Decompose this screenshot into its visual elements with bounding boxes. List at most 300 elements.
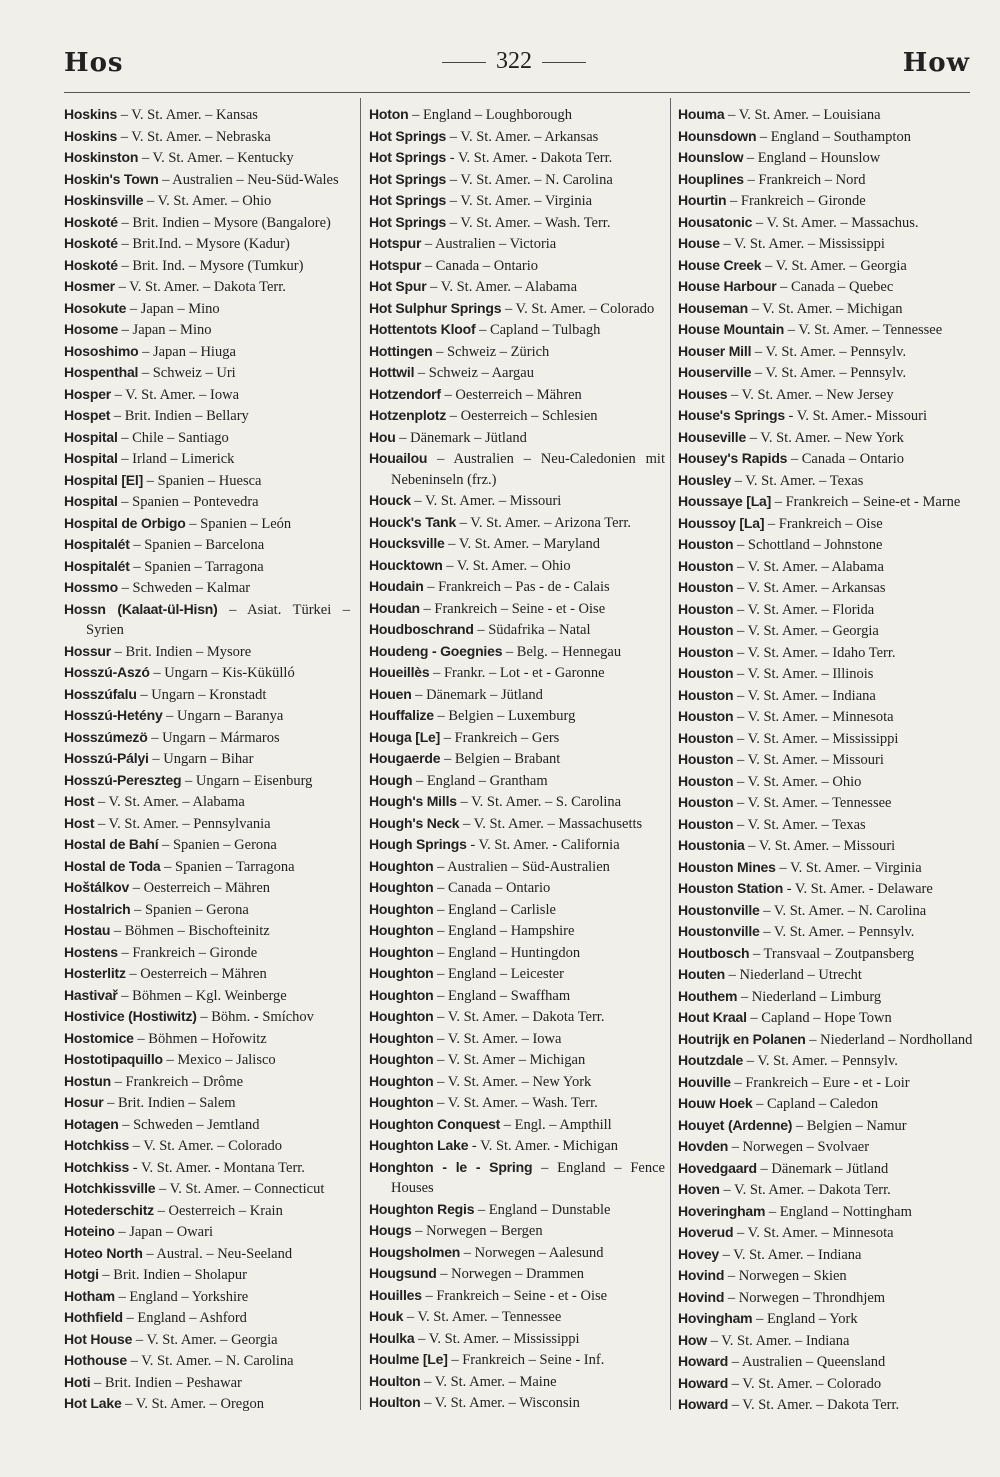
running-head-left: Hos xyxy=(64,48,124,78)
entry-headword: Hougaerde xyxy=(369,750,441,766)
gazetteer-entry xyxy=(678,1072,973,1094)
entry-location: – Canada – Ontario xyxy=(787,451,905,467)
entry-headword: Houghton xyxy=(369,857,434,874)
entry-location: – V. St. Amer. – Ohio xyxy=(733,773,862,790)
gazetteer-entry xyxy=(678,1007,973,1029)
entry-location: – Böhm. - Smíchov xyxy=(196,1009,314,1025)
entry-location: – V. St. Amer. – Virginia xyxy=(446,193,593,209)
entry-location: – V. St. Amer. – Alabama xyxy=(94,794,245,810)
entry-headword: Hoti xyxy=(64,1373,91,1390)
gazetteer-entry xyxy=(369,276,665,298)
entry-location: – Norwegen – Bergen xyxy=(411,1223,543,1239)
entry-location: – V. St. Amer. – Missouri xyxy=(410,493,562,509)
entry-location: – Böhmen – Kgl. Weinberge xyxy=(117,987,287,1004)
entry-headword: Hotzendorf xyxy=(369,385,441,402)
entry-headword: Hotagen xyxy=(64,1115,119,1132)
entry-location: – Frankreich – Gironde xyxy=(726,193,866,209)
entry-location: – Oesterreich – Schlesien xyxy=(446,408,598,424)
entry-location: - V. St. Amer.- Missouri xyxy=(784,408,927,424)
entry-location: – V. St. Amer. – Idaho Terr. xyxy=(733,644,896,661)
gazetteer-entry xyxy=(369,856,665,878)
gazetteer-entry xyxy=(64,877,350,899)
entry-headword: Houston xyxy=(678,557,734,574)
entry-location: – Norwegen – Drammen xyxy=(436,1266,584,1282)
gazetteer-entry xyxy=(678,448,973,470)
gazetteer-entry xyxy=(64,770,350,792)
entry-location: – England – Grantham xyxy=(412,772,548,789)
entry-headword: Housley xyxy=(678,471,732,488)
entry-location: – Frankreich – Nord xyxy=(743,171,866,188)
entry-location: – V. St. Amer. – Arkansas xyxy=(446,128,599,145)
entry-headword: Hostal de Bahí xyxy=(64,836,159,852)
entry-headword: Hostivice (Hostiwitz) xyxy=(64,1008,197,1024)
entry-location: – England – Nottingham xyxy=(765,1203,912,1220)
entry-location: – V. St. Amer. – Pennsylv. xyxy=(759,924,915,940)
entry-location: – V. St. Amer. – New Jersey xyxy=(727,386,894,403)
entry-location: – V. St. Amer. – Ohio xyxy=(442,557,571,574)
entry-headword: Hout Kraal xyxy=(678,1009,747,1025)
entry-location: – V. St. Amer. – Mississippi xyxy=(719,236,885,252)
entry-location: – Frankreich – Drôme xyxy=(111,1073,244,1090)
gazetteer-entry xyxy=(64,298,350,320)
entry-headword: Houyet (Ardenne) xyxy=(678,1116,793,1133)
entry-headword: Hourtin xyxy=(678,192,727,208)
entry-headword: Hospital [El] xyxy=(64,471,144,488)
gazetteer-entry xyxy=(678,1265,973,1287)
entry-location: – V. St. Amer. – New York xyxy=(433,1073,592,1090)
gazetteer-entry xyxy=(369,748,665,770)
gazetteer-entry xyxy=(64,319,350,341)
entry-headword: Hough's Neck xyxy=(369,814,460,831)
entry-location: – Japan – Mino xyxy=(126,300,220,317)
entry-headword: Houston xyxy=(678,772,734,789)
entry-location: – England – Fence Houses xyxy=(391,1159,665,1196)
column-1 xyxy=(64,104,350,1415)
entry-location: – Niederland – Limburg xyxy=(737,988,882,1005)
gazetteer-entry xyxy=(369,813,665,835)
gazetteer-entry xyxy=(678,169,973,191)
entry-headword: Houffalize xyxy=(369,707,434,723)
entry-headword: Houses xyxy=(678,385,728,402)
gazetteer-entry xyxy=(678,728,973,750)
entry-location: – Canada – Ontario xyxy=(421,257,539,274)
gazetteer-entry xyxy=(369,1199,665,1221)
entry-location: – V. St. Amer. – Arizona Terr. xyxy=(456,514,632,531)
gazetteer-entry xyxy=(678,534,973,556)
entry-headword: Hoskins xyxy=(64,127,118,144)
entry-location: – V. St. Amer. – N. Carolina xyxy=(126,1353,294,1369)
entry-headword: Hovden xyxy=(678,1138,729,1154)
gazetteer-entry xyxy=(369,662,665,684)
gazetteer-entry xyxy=(64,448,350,470)
entry-location: – England – Ashford xyxy=(122,1310,247,1326)
entry-location: – Spanien – Barcelona xyxy=(129,537,265,553)
entry-headword: Hosszú-Aszó xyxy=(64,664,150,680)
entry-location: – Brit. Indien – Bellary xyxy=(110,408,249,424)
entry-headword: Houma xyxy=(678,106,725,122)
entry-location: – Austral. – Neu-Seeland xyxy=(142,1245,293,1262)
entry-headword: Houghton xyxy=(369,1072,434,1089)
entry-headword: Hoveringham xyxy=(678,1202,766,1219)
gazetteer-entry xyxy=(64,104,350,126)
entry-location: – V. St. Amer. – Wash. Terr. xyxy=(433,1095,598,1111)
entry-headword: Houstonia xyxy=(678,837,745,853)
entry-headword: House xyxy=(678,235,720,251)
gazetteer-entry xyxy=(369,770,665,792)
entry-headword: Hoteino xyxy=(64,1223,115,1239)
entry-headword: Houdeng - Goegnies xyxy=(369,642,503,659)
entry-location: – V. St. Amer. – Missouri xyxy=(744,838,896,854)
entry-headword: House Harbour xyxy=(678,278,777,294)
entry-location: – Niederland – Utrecht xyxy=(725,967,862,983)
entry-headword: Hoskin's Town xyxy=(64,170,159,187)
entry-headword: Houghton xyxy=(369,1029,434,1046)
gazetteer-entry xyxy=(678,986,973,1008)
gazetteer-entry xyxy=(678,620,973,642)
entry-headword: Hottentots Kloof xyxy=(369,321,476,337)
entry-headword: Houtzdale xyxy=(678,1052,744,1068)
entry-location: – Mexico – Jalisco xyxy=(162,1052,276,1068)
gazetteer-entry xyxy=(64,1114,350,1136)
entry-headword: Hosszú-Hetény xyxy=(64,707,163,723)
entry-location: – Japan – Owari xyxy=(114,1224,213,1240)
entry-location: – Brit. Indien – Salem xyxy=(103,1095,236,1111)
entry-headword: Hotgi xyxy=(64,1266,99,1282)
entry-location: – Capland – Tulbagh xyxy=(475,322,601,338)
gazetteer-entry xyxy=(369,1306,665,1328)
gazetteer-entry xyxy=(64,212,350,234)
gazetteer-entry xyxy=(64,1393,350,1415)
gazetteer-entry xyxy=(369,705,665,727)
gazetteer-entry xyxy=(369,362,665,384)
gazetteer-entry xyxy=(64,899,350,921)
entry-location: – Norwegen – Svolvaer xyxy=(728,1139,870,1155)
entry-location: – V. St. Amer. – Wash. Terr. xyxy=(446,214,611,231)
gazetteer-entry xyxy=(678,1244,973,1266)
entry-headword: Housey's Rapids xyxy=(678,450,788,466)
gazetteer-entry xyxy=(678,1115,973,1137)
entry-location: – Frankreich – Gers xyxy=(440,729,560,746)
entry-headword: Hotzenplotz xyxy=(369,407,447,423)
entry-location: – V. St. Amer. – Texas xyxy=(731,472,864,489)
entry-headword: Hough's Mills xyxy=(369,793,457,809)
entry-headword: Houghton Regis xyxy=(369,1200,475,1217)
entry-headword: Houghton xyxy=(369,900,434,917)
entry-location: – Dänemark – Jütland xyxy=(395,429,527,446)
entry-location: – V. St. Amer. – Texas xyxy=(733,816,866,833)
gazetteer-entry xyxy=(369,384,665,406)
gazetteer-entry xyxy=(369,1071,665,1093)
gazetteer-entry xyxy=(64,942,350,964)
entry-location: – Brit.Ind. – Mysore (Kadur) xyxy=(117,236,290,252)
entry-location: – Engl. – Ampthill xyxy=(500,1116,612,1133)
entry-location: – V. St. Amer. – Alabama xyxy=(733,558,884,575)
gazetteer-entry xyxy=(369,512,665,534)
entry-headword: Houeillès xyxy=(369,664,430,680)
gazetteer-entry xyxy=(369,1157,665,1199)
entry-location: – Frankreich – Seine-et - Marne xyxy=(771,494,961,510)
entry-location: – V. St. Amer. – S. Carolina xyxy=(456,794,622,810)
entry-headword: Houville xyxy=(678,1073,731,1090)
entry-location: – Schweden – Kalmar xyxy=(118,580,251,596)
gazetteer-entry xyxy=(64,963,350,985)
gazetteer-entry xyxy=(369,684,665,706)
entry-headword: Houilles xyxy=(369,1286,422,1303)
gazetteer-entry xyxy=(678,835,973,857)
gazetteer-entry xyxy=(678,921,973,943)
entry-location: – Spanien – Tarragona xyxy=(160,858,295,875)
gazetteer-entry xyxy=(678,513,973,535)
entry-headword: Hospital xyxy=(64,428,118,445)
entry-headword: Hough xyxy=(369,771,413,788)
gazetteer-entry xyxy=(678,1308,973,1330)
entry-location: – V. St. Amer. – Wisconsin xyxy=(420,1395,580,1411)
gazetteer-entry xyxy=(678,212,973,234)
entry-headword: Houston xyxy=(678,751,734,767)
entry-location: – V. St. Amer. – Nebraska xyxy=(117,128,271,145)
gazetteer-entry xyxy=(369,1049,665,1071)
gazetteer-entry xyxy=(64,662,350,684)
entry-location: – V. St. Amer. – Minnesota xyxy=(733,709,894,725)
gazetteer-entry xyxy=(678,104,973,126)
gazetteer-entry xyxy=(64,1092,350,1114)
gazetteer-entry xyxy=(64,255,350,277)
entry-location: - V. St. Amer. - Dakota Terr. xyxy=(446,150,613,166)
entry-location: – V. St. Amer. – Georgia xyxy=(761,257,907,274)
entry-headword: Hottingen xyxy=(369,342,433,359)
running-head-right: How xyxy=(902,48,970,78)
gazetteer-entry xyxy=(64,1157,350,1179)
gazetteer-entry xyxy=(678,255,973,277)
entry-location: - V. St. Amer. - Michigan xyxy=(468,1138,618,1154)
gazetteer-entry xyxy=(64,341,350,363)
gazetteer-entry xyxy=(678,1179,973,1201)
entry-location: – Böhmen – Bischofteinitz xyxy=(110,923,270,939)
entry-headword: Hot Springs xyxy=(369,213,447,230)
entry-location: – V. St. Amer. – Kentucky xyxy=(138,150,294,166)
entry-headword: Houston xyxy=(678,794,734,810)
entry-location: – V. St. Amer. – Connecticut xyxy=(155,1181,325,1197)
gazetteer-entry xyxy=(369,1285,665,1307)
gazetteer-entry xyxy=(369,920,665,942)
gazetteer-entry xyxy=(64,1071,350,1093)
entry-headword: Houghton Lake xyxy=(369,1137,469,1153)
gazetteer-entry xyxy=(678,362,973,384)
entry-location: – V. St. Amer – Michigan xyxy=(433,1052,586,1068)
entry-location: – Schottland – Johnstone xyxy=(733,537,883,553)
gazetteer-entry xyxy=(678,1373,973,1395)
entry-location: – Belgien – Luxemburg xyxy=(433,708,576,724)
entry-location: – V. St. Amer. – Dakota Terr. xyxy=(719,1182,891,1198)
entry-location: – V. St. Amer. – Minnesota xyxy=(733,1225,894,1241)
entry-location: – Belg. – Hennegau xyxy=(502,643,622,660)
gazetteer-entry xyxy=(678,405,973,427)
gazetteer-entry xyxy=(678,642,973,664)
entry-headword: Hostun xyxy=(64,1072,112,1089)
entry-headword: Houghton xyxy=(369,879,434,895)
entry-location: – V. St. Amer. – N. Carolina xyxy=(759,902,927,919)
entry-headword: How xyxy=(678,1331,707,1348)
entry-location: – Canada – Ontario xyxy=(433,880,551,896)
entry-headword: Howard xyxy=(678,1374,729,1391)
entry-headword: Hot Springs xyxy=(369,192,447,208)
entry-location: – V. St. Amer. – Missouri xyxy=(733,752,884,768)
gazetteer-entry xyxy=(64,169,350,191)
entry-headword: Hoskoté xyxy=(64,213,118,230)
entry-headword: Hovedgaard xyxy=(678,1159,757,1176)
entry-location: – Australien – Neu-Süd-Wales xyxy=(158,171,339,188)
entry-location: – Ungarn – Mármaros xyxy=(147,729,280,746)
entry-headword: Houcksville xyxy=(369,535,445,551)
entry-headword: Houstonville xyxy=(678,901,760,918)
entry-headword: Hounslow xyxy=(678,149,744,165)
entry-location: – Dänemark – Jütland xyxy=(756,1160,889,1177)
entry-location: – England – York xyxy=(752,1311,858,1327)
entry-location: – Schweden – Jemtland xyxy=(118,1116,260,1133)
entry-headword: Houcktown xyxy=(369,556,443,573)
entry-location: – V. St. Amer. – Georgia xyxy=(733,623,879,639)
entry-headword: Hospital de Orbigo xyxy=(64,514,186,531)
gazetteer-entry xyxy=(678,384,973,406)
entry-headword: Houck xyxy=(369,492,411,508)
entry-headword: Hou xyxy=(369,428,396,445)
entry-headword: Hovind xyxy=(678,1267,725,1283)
gazetteer-entry xyxy=(64,1286,350,1308)
entry-headword: Hoven xyxy=(678,1181,720,1197)
gazetteer-entry xyxy=(678,1330,973,1352)
entry-headword: Hostal de Toda xyxy=(64,857,161,874)
entry-headword: Hot Springs xyxy=(369,170,447,187)
gazetteer-entry xyxy=(369,985,665,1007)
entry-headword: Houston xyxy=(678,622,734,638)
gazetteer-entry xyxy=(64,470,350,492)
entry-headword: Houser Mill xyxy=(678,342,752,359)
entry-location: – England – Leicester xyxy=(433,966,564,982)
entry-location: – V. St. Amer. – Michigan xyxy=(747,300,903,317)
entry-location: – V. St. Amer. – Colorado xyxy=(129,1138,283,1154)
gazetteer-entry xyxy=(64,126,350,148)
gazetteer-entry xyxy=(64,1264,350,1286)
entry-headword: Hospitalét xyxy=(64,536,130,552)
entry-headword: Hostotipaquillo xyxy=(64,1051,163,1067)
entry-headword: Houghton xyxy=(369,922,434,938)
gazetteer-entry xyxy=(64,513,350,535)
gazetteer-entry xyxy=(678,943,973,965)
gazetteer-entry xyxy=(678,276,973,298)
gazetteer-entry xyxy=(678,556,973,578)
entry-location: – England – Loughborough xyxy=(408,107,572,123)
entry-headword: Houston xyxy=(678,579,734,595)
gazetteer-entry xyxy=(369,427,665,449)
entry-headword: Hastivař xyxy=(64,986,118,1003)
gazetteer-entry xyxy=(678,1136,973,1158)
gazetteer-entry xyxy=(64,384,350,406)
entry-headword: Hoskins xyxy=(64,106,118,122)
entry-location: – V. St. Amer. – Ohio xyxy=(143,193,272,209)
entry-location: – Dänemark – Jütland xyxy=(411,686,543,703)
entry-headword: Hothouse xyxy=(64,1352,127,1368)
gazetteer-entry xyxy=(64,920,350,942)
entry-location: – V. St. Amer. – Iowa xyxy=(433,1030,562,1047)
entry-location: – V. St. Amer. – Indiana xyxy=(733,687,876,704)
gazetteer-entry xyxy=(369,255,665,277)
gazetteer-entry xyxy=(678,749,973,771)
entry-location: – Irland – Limerick xyxy=(117,451,235,467)
gazetteer-entry xyxy=(369,791,665,813)
entry-location: – V. St. Amer. – New York xyxy=(746,429,904,446)
entry-location: – Spanien – Tarragona xyxy=(129,558,264,575)
entry-headword: Houstonville xyxy=(678,923,760,939)
entry-headword: Host xyxy=(64,793,95,809)
gazetteer-entry xyxy=(369,1392,665,1414)
entry-headword: Hosszú-Pereszteg xyxy=(64,771,182,788)
page-header xyxy=(64,48,970,88)
gazetteer-entry xyxy=(678,470,973,492)
entry-location: – Frankreich – Seine - et - Oise xyxy=(421,1287,608,1304)
entry-location: – V. St. Amer. – Indiana xyxy=(719,1246,862,1263)
entry-headword: Houston xyxy=(678,665,734,681)
entry-location: – V. St. Amer. – Tennessee xyxy=(403,1309,562,1325)
entry-headword: Hoteo North xyxy=(64,1244,143,1261)
entry-location: – England – Huntingdon xyxy=(433,944,581,961)
entry-location: – V. St. Amer. – Alabama xyxy=(426,279,578,295)
gazetteer-entry xyxy=(64,1135,350,1157)
entry-headword: Hovey xyxy=(678,1245,720,1262)
gazetteer-entry xyxy=(678,427,973,449)
gazetteer-entry xyxy=(678,900,973,922)
entry-headword: House Mountain xyxy=(678,321,785,337)
entry-headword: Hostau xyxy=(64,922,111,938)
column-3 xyxy=(678,104,973,1416)
entry-headword: Hoskoté xyxy=(64,235,118,251)
gazetteer-entry xyxy=(369,448,665,490)
gazetteer-entry xyxy=(678,1050,973,1072)
gazetteer-entry xyxy=(678,233,973,255)
entry-location: – England – Swaffham xyxy=(433,987,571,1004)
entry-location: – Frankreich – Seine - et - Oise xyxy=(419,600,606,617)
entry-location: – Norwegen – Skien xyxy=(724,1268,847,1284)
gazetteer-entry xyxy=(64,748,350,770)
entry-location: – Japan – Mino xyxy=(118,322,212,338)
entry-headword: Hovingham xyxy=(678,1310,753,1326)
entry-headword: Houlka xyxy=(369,1329,415,1346)
gazetteer-entry xyxy=(369,126,665,148)
gazetteer-entry xyxy=(369,1263,665,1285)
entry-location: – Spanien – Pontevedra xyxy=(117,494,259,510)
entry-headword: Houplines xyxy=(678,170,744,187)
gazetteer-entry xyxy=(678,857,973,879)
gazetteer-entry xyxy=(678,319,973,341)
gazetteer-entry xyxy=(369,1371,665,1393)
entry-location: – Schweiz – Aargau xyxy=(414,365,534,381)
gazetteer-entry xyxy=(64,1200,350,1222)
entry-location: – Spanien – León xyxy=(185,515,292,532)
gazetteer-entry xyxy=(64,1329,350,1351)
gazetteer-entry xyxy=(64,1178,350,1200)
gazetteer-entry xyxy=(678,771,973,793)
gazetteer-entry xyxy=(678,878,973,900)
gazetteer-entry xyxy=(64,1006,350,1028)
entry-location: – Spanien – Gerona xyxy=(130,901,249,918)
gazetteer-entry xyxy=(369,1006,665,1028)
gazetteer-entry xyxy=(64,813,350,835)
header-rule xyxy=(64,92,970,93)
gazetteer-entry xyxy=(678,341,973,363)
entry-location: – Spanien – Gerona xyxy=(158,837,277,853)
entry-location: – V. St. Amer. – Dakota Terr. xyxy=(728,1397,900,1413)
gazetteer-entry xyxy=(678,1158,973,1180)
entry-location: – Frankr. – Lot - et - Garonne xyxy=(429,665,605,681)
